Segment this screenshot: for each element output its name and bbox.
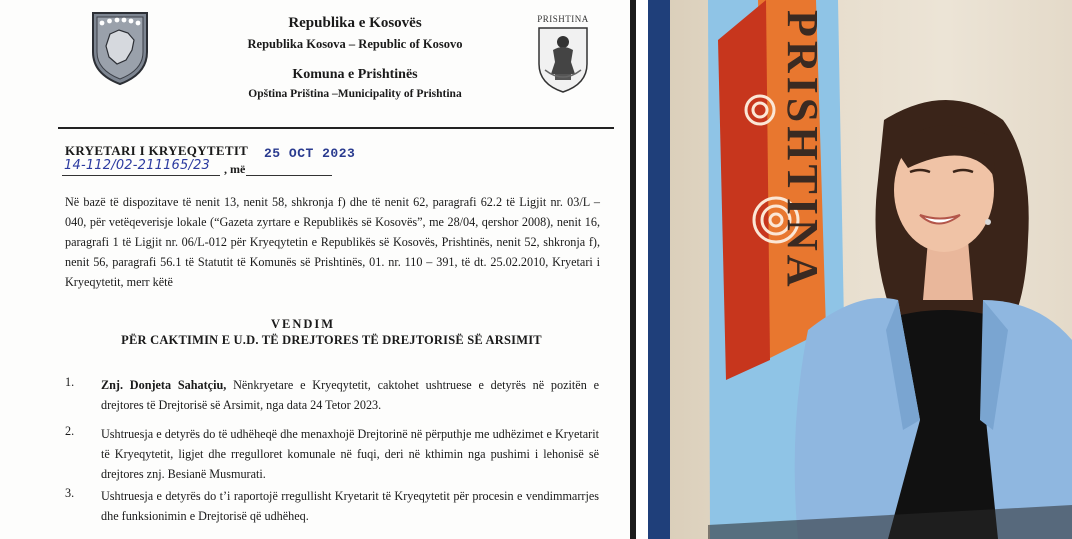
reference-suffix: , më — [224, 162, 246, 176]
decision-title: VENDIM — [270, 317, 336, 331]
header-municipality-sq: Komuna e Prishtinës — [292, 67, 418, 82]
portrait-photo — [648, 0, 1072, 539]
issuing-office: KRYETARI I KRYEQYTETIT — [65, 143, 249, 158]
date-underline — [246, 175, 332, 176]
panel-gap — [636, 0, 648, 539]
legal-basis-paragraph: Në bazë të dispozitave të nenit 13, nenit 58, shkronja f) dhe të nenit 62, paragrafi 62.2 të Ligjit nr. 03/L – 040, për vetëqeverisje lokale (“Gazeta zyrtare e Republikës së Kosovës”, me 28/04, qershor 2008), nenit 16, paragrafi 1 të Ligjit nr. 06/L-012 për Kryeqytetin e Republikës së Kosovës, Prishtinës, nenit 52, shkronja f), nenit 56, paragrafi 56.1 të Statutit të Komunës së Prishtinës, 01. nr. 110 – 391, të dt. 25.02.2010, Kryetari i Kryeqytetit, merr këtë — [65, 195, 600, 289]
earring — [985, 219, 991, 225]
header-divider — [58, 127, 614, 129]
decision-item — [101, 424, 599, 484]
background-flag-edge — [648, 0, 670, 539]
decision-item — [101, 375, 599, 415]
crest-label: PRISHTINA — [537, 14, 589, 24]
flag-red-band — [718, 0, 770, 380]
portrait-illustration — [648, 0, 1072, 539]
header-republic-sq: Republika e Kosovës — [288, 15, 422, 31]
reference-number: 14-112/02-211165/23 — [64, 158, 211, 173]
kosovo-coat-of-arms-icon — [90, 10, 150, 86]
header-municipality-sr-en: Opština Priština –Municipality of Prishtina — [248, 88, 462, 100]
item-number: 3. — [65, 486, 75, 500]
item-text: Ushtruesja e detyrës do t’i raportojë rregullisht Kryetarit të Kryeqytetit për procesin e vendimmarrjes dhe funksionimin e Drejtorisë që udhëheq. — [101, 489, 599, 523]
header-republic-sr-en: Republika Kosova – Republic of Kosovo — [247, 37, 463, 51]
date-stamp: 25 OCT 2023 — [264, 146, 356, 161]
decision-subtitle: PËR CAKTIMIN E U.D. TË DREJTORES TË DREJTORISË SË ARSIMIT — [121, 333, 542, 347]
item-bold-lead: Znj. Donjeta Sahatçiu, — [101, 378, 227, 392]
item-number: 2. — [65, 424, 75, 438]
prishtina-crest-icon — [535, 14, 591, 94]
item-text: Ushtruesja e detyrës do të udhëheqë dhe menaxhojë Drejtorinë në përputhje me udhëzimet e Kryetarit të Kryeqytetit, ligjet dhe rregulloret komunale në fuqi, deri në kthimin nga pushimi i lehonisë së drejtores znj. Besianë Musmurati. — [101, 427, 599, 481]
reference-underline — [62, 175, 220, 176]
item-text: Nënkryetare e Kryeqytetit, caktohet ushtruese e detyrës në pozitën e drejtores të Drejtorisë së Arsimit, nga data 24 Tetor 2023. — [101, 378, 599, 412]
flag-text: PRISHTINA — [778, 10, 827, 291]
item-number: 1. — [65, 375, 75, 389]
decision-item — [101, 486, 599, 526]
